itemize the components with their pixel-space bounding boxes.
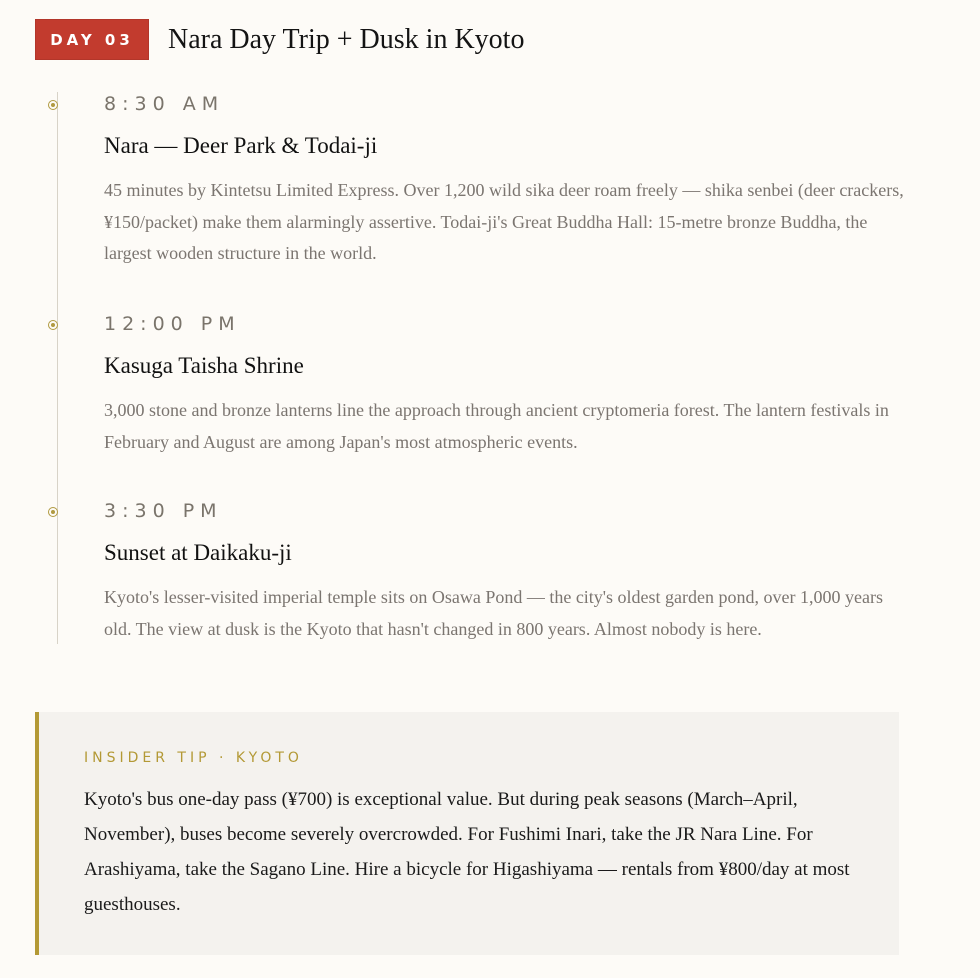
event-time: 12:00 PM [104,313,241,335]
timeline-dot-icon [48,320,58,330]
timeline-event [104,92,904,270]
timeline-line [57,92,58,644]
event-time: 3:30 PM [104,500,223,522]
event-title: Nara — Deer Park & Todai-ji [104,133,378,158]
timeline-dot-icon [48,100,58,110]
event-description: Kyoto's lesser-visited imperial temple sits on Osawa Pond — the city's oldest garden pond, over 1,000 years old. The view at dusk is the Kyoto that hasn't changed in 800 years. Almost nobody is here. [104,587,883,639]
day-title: Nara Day Trip + Dusk in Kyoto [168,23,525,55]
insider-tip-text: Kyoto's bus one-day pass (¥700) is exceptional value. But during peak seasons (March–April, November), buses become severely overcrowded. For Fushimi Inari, take the JR Nara Line. For Arashiyama, take the Sagano Line. Hire a bicycle for Higashiyama — rentals from ¥800/day at most guesthouses. [84,789,850,915]
insider-tip-label: INSIDER TIP · KYOTO [84,750,303,766]
event-title: Sunset at Daikaku-ji [104,540,292,565]
timeline-event [104,312,904,458]
day-badge: DAY 03 [35,19,149,60]
day-header [35,19,524,60]
timeline-dot-icon [48,507,58,517]
event-time: 8:30 AM [104,93,225,115]
event-title: Kasuga Taisha Shrine [104,353,304,378]
insider-tip-box [35,712,899,955]
event-description: 3,000 stone and bronze lanterns line the approach through ancient cryptomeria forest. The lantern festivals in February and August are among Japan's most atmospheric events. [104,400,889,452]
event-description: 45 minutes by Kintetsu Limited Express. Over 1,200 wild sika deer roam freely — shika senbei (deer crackers, ¥150/packet) make them alarmingly assertive. Todai-ji's Great Buddha Hall: 15-metre bronze Buddha, the largest wooden structure in the world. [104,180,904,263]
timeline-event [104,499,904,645]
